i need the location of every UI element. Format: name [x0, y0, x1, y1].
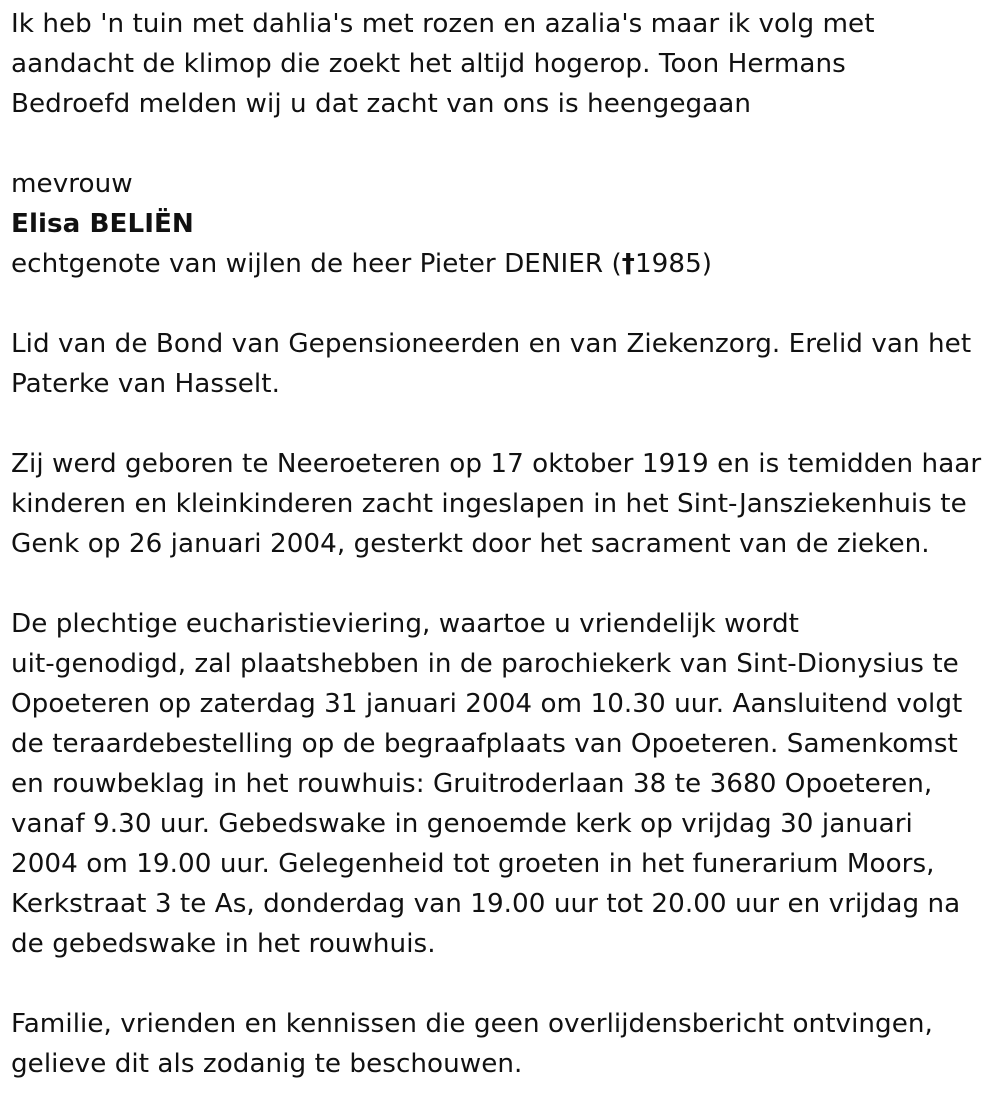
spouse-suffix: 1985) — [634, 249, 713, 279]
spacer — [11, 124, 996, 164]
deceased-title: mevrouw — [11, 169, 133, 199]
paragraph-line: kinderen en kleinkinderen zacht ingeslapen in het Sint-Jansziekenhuis te — [11, 489, 967, 519]
ceremony-paragraph — [11, 604, 996, 964]
paragraph-line: de gebedswake in het rouwhuis. — [11, 929, 436, 959]
paragraph-line: Opoeteren op zaterdag 31 januari 2004 om 10.30 uur. Aansluitend volgt — [11, 689, 963, 719]
paragraph-line: Kerkstraat 3 te As, donderdag van 19.00 uur tot 20.00 uur en vrijdag na — [11, 889, 961, 919]
poem-line: Ik heb 'n tuin met dahlia's met rozen en azalia's maar ik volg met — [11, 9, 875, 39]
paragraph-line: Genk op 26 januari 2004, gesterkt door het sacrament van de zieken. — [11, 529, 930, 559]
paragraph-line: Paterke van Hasselt. — [11, 369, 280, 399]
paragraph-line: 2004 om 19.00 uur. Gelegenheid tot groeten in het funerarium Moors, — [11, 849, 935, 879]
paragraph-line: De plechtige eucharistieviering, waartoe u vriendelijk wordt — [11, 609, 799, 639]
obituary-text — [11, 4, 996, 1084]
announcement-line: Bedroefd melden wij u dat zacht van ons is heengegaan — [11, 89, 752, 119]
spouse-line — [11, 244, 996, 284]
cross-icon: † — [621, 249, 635, 279]
paragraph-line: Zij werd geboren te Neeroeteren op 17 oktober 1919 en is temidden haar — [11, 449, 982, 479]
paragraph-line: uit-genodigd, zal plaatshebben in de parochiekerk van Sint-Dionysius te — [11, 649, 959, 679]
paragraph-line: gelieve dit als zodanig te beschouwen. — [11, 1049, 523, 1079]
poem-quote — [11, 4, 996, 84]
spacer — [11, 964, 996, 1004]
paragraph-line: en rouwbeklag in het rouwhuis: Gruitroderlaan 38 te 3680 Opoeteren, — [11, 769, 933, 799]
poem-line: aandacht de klimop die zoekt het altijd hogerop. Toon Hermans — [11, 49, 846, 79]
paragraph-line: Familie, vrienden en kennissen die geen overlijdensbericht ontvingen, — [11, 1009, 933, 1039]
birth-death-paragraph — [11, 444, 996, 564]
deceased-name: Elisa BELIËN — [11, 209, 194, 239]
deceased-block — [11, 164, 996, 284]
spacer — [11, 564, 996, 604]
closing-paragraph — [11, 1004, 996, 1084]
spacer — [11, 284, 996, 324]
membership-paragraph — [11, 324, 996, 404]
paragraph-line: de teraardebestelling op de begraafplaats van Opoeteren. Samenkomst — [11, 729, 958, 759]
paragraph-line: Lid van de Bond van Gepensioneerden en van Ziekenzorg. Erelid van het — [11, 329, 972, 359]
spouse-prefix: echtgenote van wijlen de heer Pieter DENIER ( — [11, 249, 622, 279]
paragraph-line: vanaf 9.30 uur. Gebedswake in genoemde kerk op vrijdag 30 januari — [11, 809, 913, 839]
spacer — [11, 404, 996, 444]
